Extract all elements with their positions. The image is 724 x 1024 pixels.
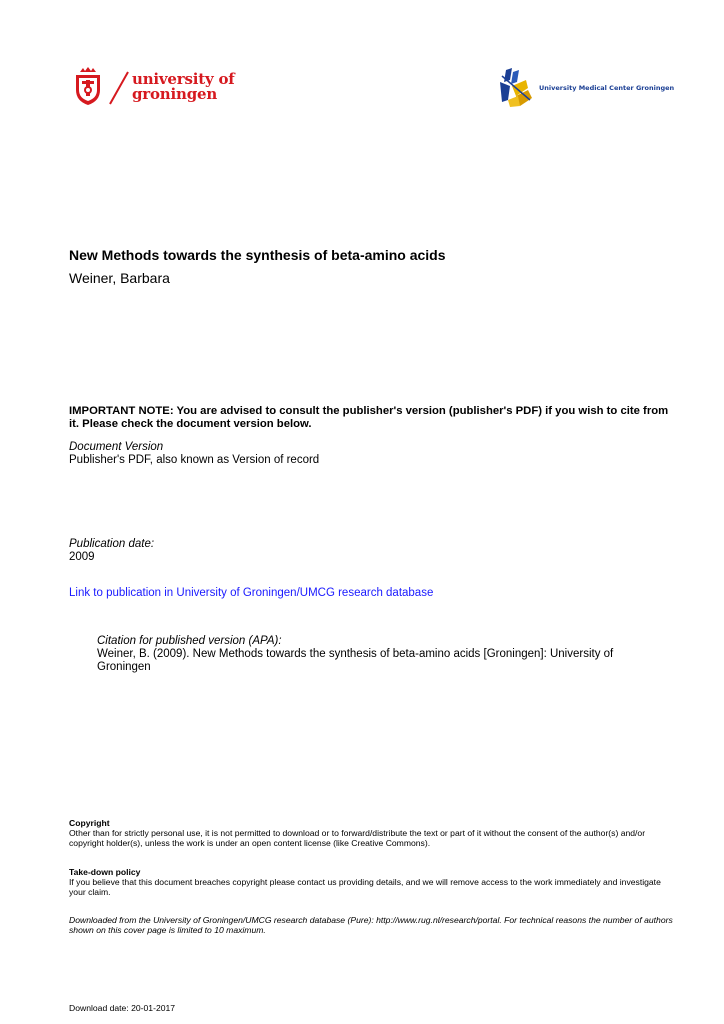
download-date: Download date: 20-01-2017 <box>69 1003 176 1013</box>
publication-link[interactable]: Link to publication in University of Groningen/UMCG research database <box>69 587 434 599</box>
takedown-heading: Take-down policy <box>69 867 141 877</box>
download-note: Downloaded from the University of Groningen/UMCG research database (Pure): http://www.rug.nl/research/portal. For technical reasons the number of authors shown on this cover page is limited to 10 maximum. <box>69 915 673 935</box>
takedown-text: If you believe that this document breaches copyright please contact us providing details, and we will remove access to the work immediately and investigate your claim. <box>69 877 661 897</box>
umcg-emblem-icon <box>496 66 536 108</box>
copyright-text: Other than for strictly personal use, it is not permitted to download or to forward/distribute the text or part of it without the consent of the author(s) and/or copyright holder(s), unless the work is under an open content license (like Creative Commons). <box>69 828 646 848</box>
copyright-heading: Copyright <box>69 818 110 828</box>
logo-line-2: groningen <box>132 85 218 103</box>
umcg-wordmark: University Medical Center Groningen <box>539 84 675 92</box>
document-version-value: Publisher's PDF, also known as Version of record <box>69 454 320 466</box>
citation-value: Weiner, B. (2009). New Methods towards the synthesis of beta-amino acids [Groningen]: University of Groningen <box>97 648 614 673</box>
citation-label: Citation for published version (APA): <box>97 635 282 647</box>
university-of-groningen-logo <box>74 66 235 110</box>
publication-date-label: Publication date: <box>69 538 155 550</box>
document-version-label: Document Version <box>69 441 164 453</box>
groningen-crest-icon <box>74 66 102 106</box>
important-note: IMPORTANT NOTE: You are advised to consult the publisher's version (publisher's PDF) if you wish to cite from it. Please check the document version below. <box>69 405 669 430</box>
logo-line-1: university of <box>132 70 235 88</box>
slash-divider <box>106 70 130 106</box>
document-author: Weiner, Barbara <box>69 270 170 286</box>
umcg-logo <box>496 66 675 110</box>
publication-date-value: 2009 <box>69 551 95 563</box>
document-title: New Methods towards the synthesis of beta-amino acids <box>69 247 446 263</box>
